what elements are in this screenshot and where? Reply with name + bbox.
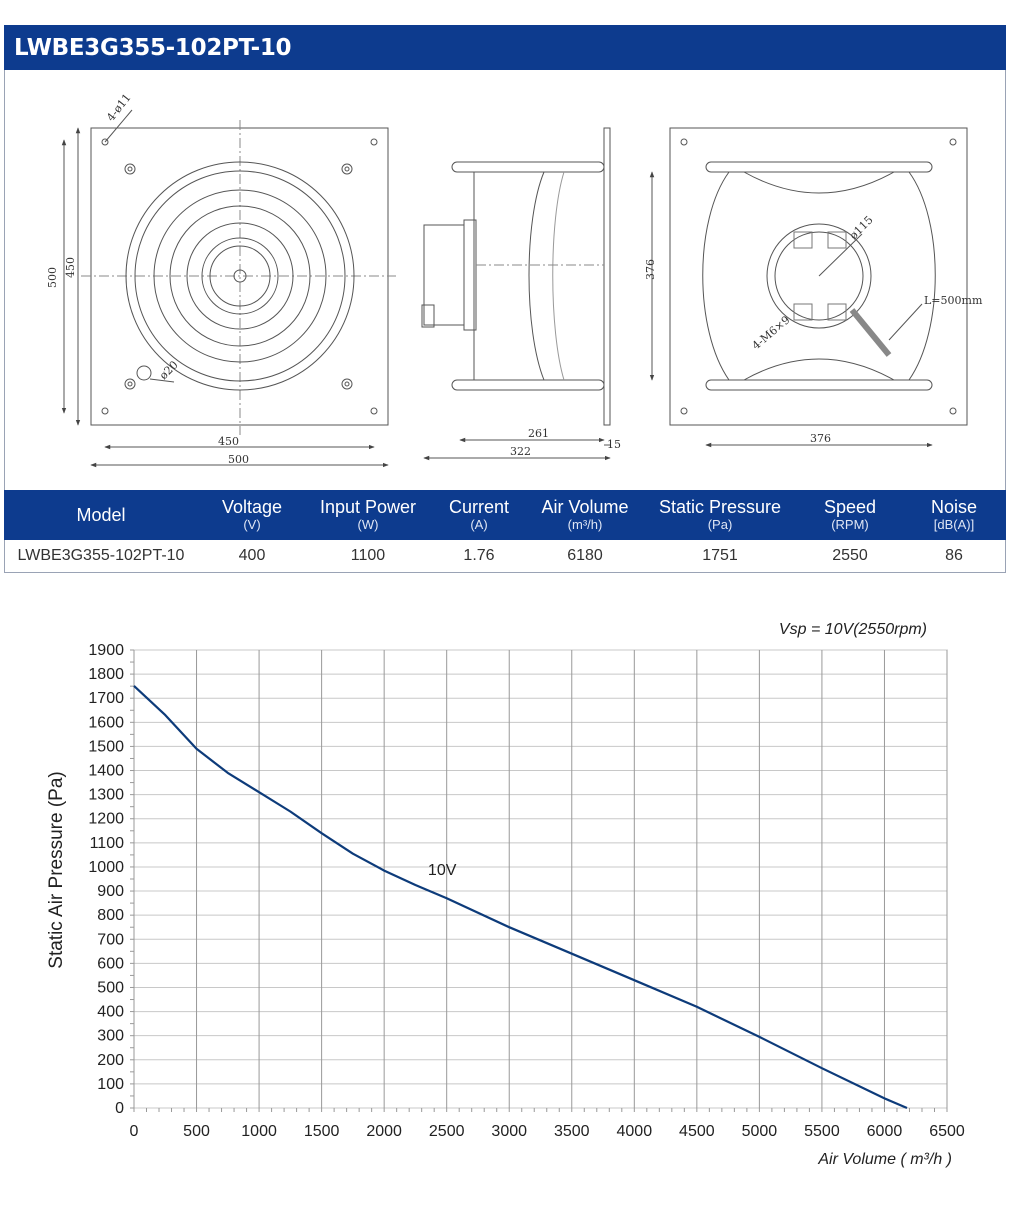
- x-tick-label: 500: [183, 1123, 210, 1140]
- y-tick-label: 0: [115, 1100, 124, 1117]
- x-tick-label: 4500: [679, 1123, 715, 1140]
- col-noise: Noise [dB(A)]: [930, 497, 978, 532]
- y-tick-label: 200: [97, 1051, 124, 1069]
- cell-air-volume: 6180: [567, 547, 603, 564]
- y-tick-label: 700: [97, 931, 124, 949]
- cell-static-pressure: 1751: [702, 547, 738, 564]
- x-tick-label: 1500: [303, 1123, 340, 1140]
- technical-drawings: [4, 70, 1006, 490]
- y-tick-label: 1900: [88, 642, 124, 659]
- y-tick-label: 300: [97, 1027, 124, 1045]
- col-static-pressure: Static Pressure (Pa): [658, 497, 782, 532]
- x-tick-label: 2500: [428, 1123, 465, 1140]
- front-dim-height-500-label: 500: [46, 267, 59, 288]
- y-tick-label: 1300: [88, 786, 124, 804]
- y-tick-label: 500: [97, 979, 124, 997]
- chart-grid: [134, 650, 947, 1108]
- x-tick-label: 6500: [929, 1123, 965, 1140]
- chart-series: [134, 686, 907, 1108]
- col-model: Model: [76, 505, 126, 525]
- chart-annotation: Vsp = 10V(2550rpm): [778, 621, 927, 638]
- front-view: [64, 110, 396, 465]
- y-tick-label: 1100: [89, 834, 124, 852]
- front-center-hole-label: ø20: [156, 358, 181, 383]
- y-tick-label: 400: [97, 1003, 124, 1021]
- x-tick-label: 5500: [804, 1123, 840, 1140]
- x-tick-label: 3000: [491, 1123, 528, 1140]
- col-current: Current (A): [448, 497, 510, 532]
- front-dim-450-label: 450: [218, 435, 239, 448]
- cell-current: 1.76: [463, 547, 495, 564]
- x-axis-label: Air Volume ( m³/h ): [818, 1151, 952, 1168]
- rear-dim-376-vertical-label: 376: [644, 259, 657, 280]
- y-tick-label: 600: [97, 955, 124, 973]
- rear-view: [652, 128, 967, 445]
- plot-area: [134, 650, 947, 1108]
- y-tick-label: 1700: [88, 690, 124, 708]
- series-line-10V: [134, 686, 907, 1108]
- col-voltage: Voltage (V): [221, 497, 283, 532]
- y-tick-label: 1200: [88, 810, 124, 828]
- y-axis-label: Static Air Pressure (Pa): [46, 771, 67, 969]
- x-tick-label: 6000: [866, 1123, 903, 1140]
- y-tick-label: 1400: [88, 762, 124, 780]
- series-label-10V: 10V: [427, 862, 457, 880]
- cell-model: LWBE3G355-102PT-10: [17, 547, 185, 564]
- y-tick-label: 900: [97, 883, 124, 901]
- front-dim-500-label: 500: [228, 453, 249, 466]
- rear-dim-376-label: 376: [810, 432, 831, 445]
- x-tick-label: 0: [129, 1123, 139, 1140]
- x-tick-label: 5000: [741, 1123, 778, 1140]
- y-tick-label: 1600: [88, 714, 124, 732]
- col-input-power: Input Power (W): [319, 497, 417, 532]
- cell-input-power: 1100: [350, 547, 386, 564]
- front-dim-height-450-label: 450: [64, 257, 77, 278]
- front-hole-label: 4-ø11: [104, 91, 134, 124]
- side-dim-261-label: 261: [528, 427, 549, 440]
- y-tick-label: 800: [97, 907, 124, 925]
- side-dim-15-label: 15: [607, 438, 621, 451]
- y-tick-label: 1000: [88, 858, 124, 876]
- x-tick-label: 3500: [553, 1123, 590, 1140]
- rear-hub-label: ø115: [846, 213, 876, 243]
- side-view: [422, 128, 610, 458]
- y-tick-label: 100: [97, 1075, 124, 1093]
- col-speed: Speed (RPM): [823, 497, 877, 532]
- y-tick-label: 1500: [88, 738, 124, 756]
- cell-voltage: 400: [238, 547, 266, 564]
- x-tick-label: 1000: [241, 1123, 277, 1140]
- cell-noise: 86: [945, 547, 963, 564]
- page-title: LWBE3G355-102PT-10: [4, 25, 1006, 70]
- x-tick-label: 4000: [616, 1123, 653, 1140]
- spec-table-header: [4, 490, 1006, 540]
- rear-thread-label: 4-M6×9: [749, 313, 793, 353]
- cell-speed: 2550: [832, 547, 868, 564]
- side-dim-322-label: 322: [510, 445, 531, 458]
- x-tick-label: 2000: [366, 1123, 402, 1140]
- col-air-volume: Air Volume (m³/h): [541, 497, 629, 532]
- y-tick-label: 1800: [88, 666, 124, 684]
- spec-table-row: [4, 540, 1006, 573]
- performance-chart: [0, 600, 1010, 1200]
- rear-cable-label: L=500mm: [924, 294, 983, 307]
